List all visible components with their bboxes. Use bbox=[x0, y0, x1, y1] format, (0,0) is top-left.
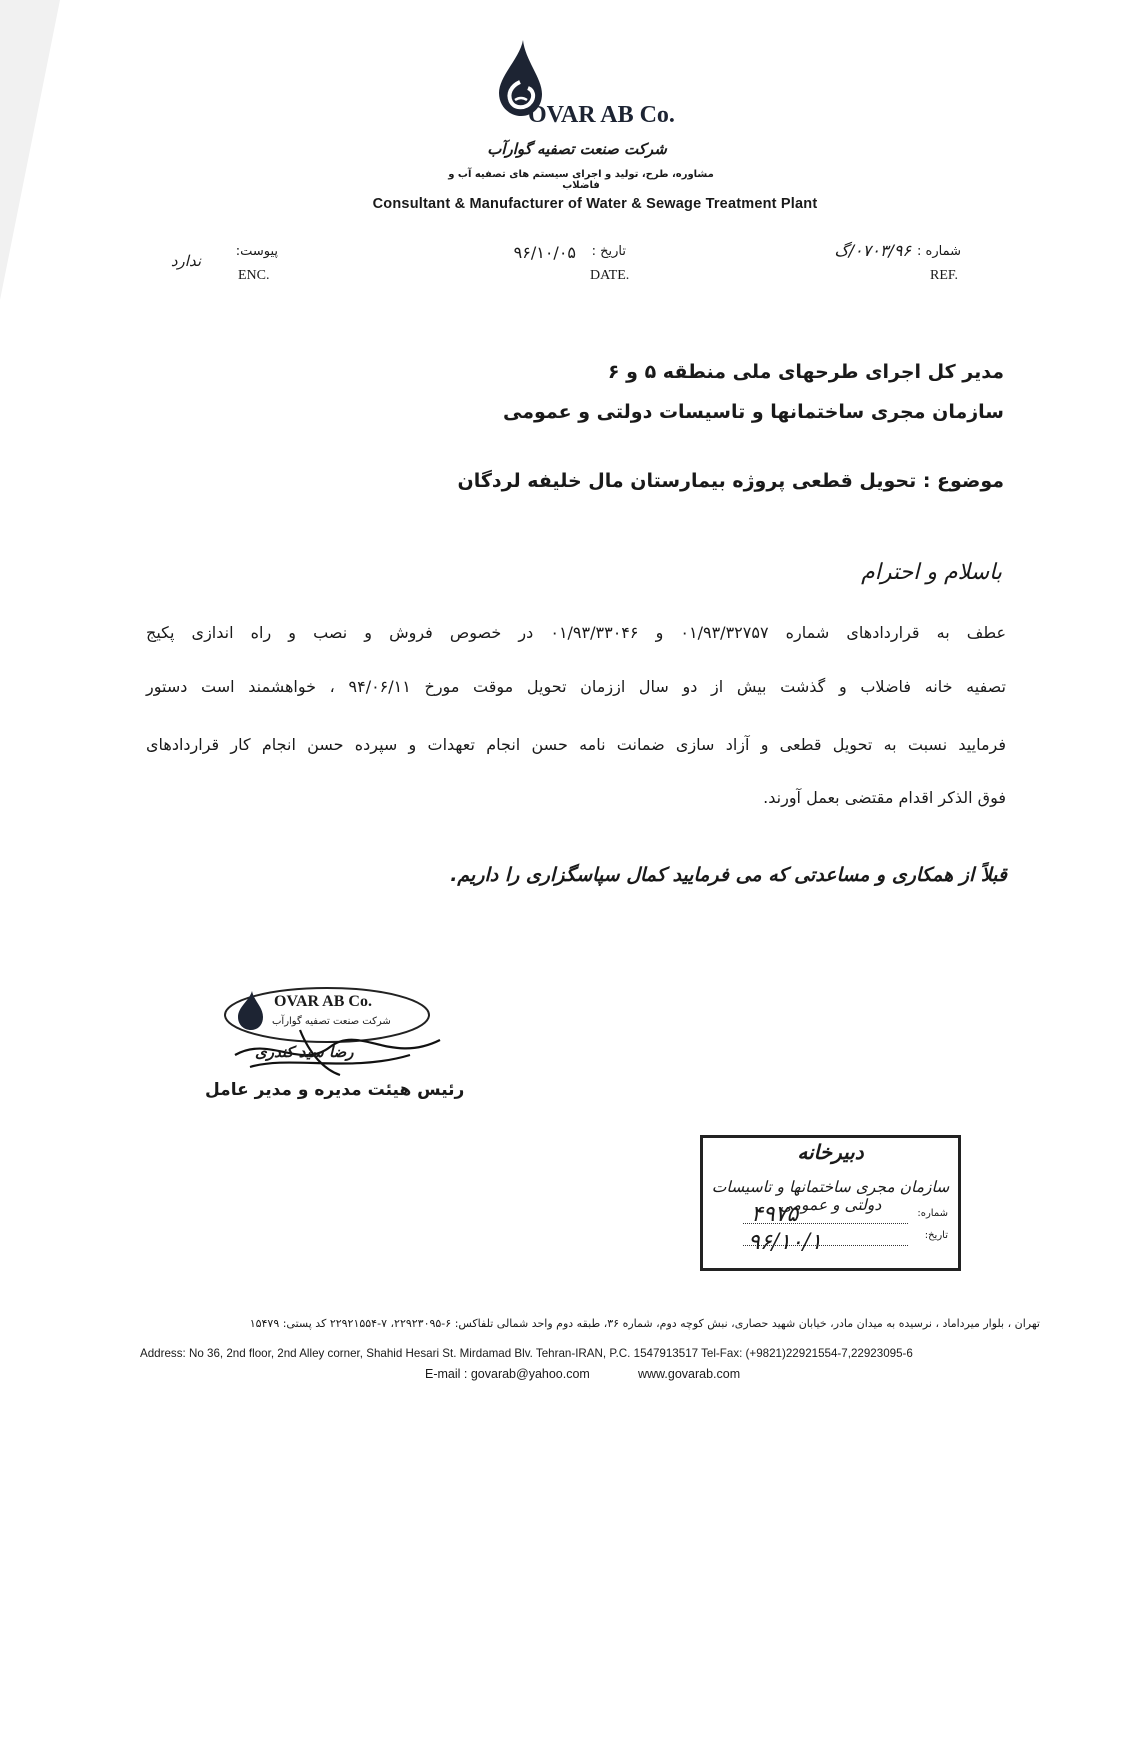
company-name-fa: شرکت صنعت تصفیه گوارآب bbox=[487, 140, 667, 158]
signer-title: رئیس هیئت مدیره و مدیر عامل bbox=[205, 1080, 465, 1100]
date-label-en: DATE. bbox=[590, 268, 630, 283]
tagline-en: Consultant & Manufacturer of Water & Sewage Treatment Plant bbox=[372, 196, 818, 212]
ref-label-fa: شماره : bbox=[917, 244, 961, 259]
enc-label-en: ENC. bbox=[238, 268, 270, 283]
ref-label-en: REF. bbox=[930, 268, 959, 283]
recipient-title: مدیر کل اجرای طرحهای ملی منطقه ۵ و ۶ bbox=[607, 361, 1004, 383]
seal-company-en: OVAR AB Co. bbox=[274, 993, 372, 1010]
signer-name: رضا سید کندری bbox=[255, 1043, 354, 1061]
body-line: عطف به قراردادهای شماره ۰۱/۹۳/۳۲۷۵۷ و ۰۱/۹۳/۳۳۰۴۶ در خصوص فروش و نصب و راه اندازی پکیج bbox=[146, 623, 1007, 642]
recipient-organization: سازمان مجری ساختمانها و تاسیسات دولتی و عمومی bbox=[503, 401, 1004, 423]
registry-number: ۴۹۷۵ bbox=[751, 1202, 799, 1227]
body-line: فوق الذکر اقدام مقتضی بعمل آورند. bbox=[763, 788, 1006, 807]
registry-organization: سازمان مجری ساختمانها و تاسیسات دولتی و عمومی bbox=[711, 1178, 950, 1214]
scan-corner-shadow bbox=[0, 0, 60, 300]
date-label-fa: تاریخ : bbox=[591, 244, 626, 259]
company-name-en: OVAR AB Co. bbox=[528, 102, 675, 128]
registry-number-label: شماره: bbox=[917, 1208, 948, 1219]
registry-date: ۹۶/۱۰/۱ bbox=[748, 1230, 822, 1255]
body-line: تصفیه خانه فاضلاب و گذشت بیش از دو سال اززمان تحویل موقت مورخ ۹۴/۰۶/۱۱ ، خواهشمند است دستور bbox=[146, 677, 1006, 696]
footer-website: www.govarab.com bbox=[638, 1367, 741, 1381]
seal-company-fa: شرکت صنعت تصفیه گوارآب bbox=[272, 1016, 391, 1027]
subject-line: موضوع : تحویل قطعی پروژه بیمارستان مال خلیفه لردگان bbox=[457, 470, 1004, 492]
registry-date-label: تاریخ: bbox=[924, 1230, 948, 1241]
footer-email: E-mail : govarab@yahoo.com bbox=[425, 1367, 590, 1381]
enc-value: ندارد bbox=[170, 252, 201, 270]
salutation: باسلام و احترام bbox=[861, 560, 1002, 585]
footer-address-en: Address: No 36, 2nd floor, 2nd Alley corner, Shahid Hesari St. Mirdamad Blv. Tehran-IRAN, P.C. 1547913517 Tel-Fax: (+9821)22921554-7,22923095-6 bbox=[140, 1347, 913, 1360]
ref-number: ۰۷۰۳/۹۶/گ bbox=[834, 241, 911, 260]
enc-label-fa: پیوست: bbox=[235, 244, 278, 259]
footer-address-fa: تهران ، بلوار میرداماد ، نرسیده به میدان مادر، خیابان شهید حصاری، نبش کوچه دوم، شماره ۳۶، طبقه دوم واحد شمالی تلفاکس: ۶-۲۲۹۲۳۰۹۵، ۷-۲۲۹۲۱۵۵۴ کد پستی: ۱۵۴۷۹ bbox=[249, 1317, 1040, 1330]
recipient bbox=[503, 352, 1004, 432]
registry-stamp bbox=[700, 1135, 961, 1271]
body-line: فرمایید نسبت به تحویل قطعی و آزاد سازی ضمانت نامه حسن انجام تعهدات و سپرده حسن انجام کار قراردادهای bbox=[146, 735, 1006, 754]
date-value: ۹۶/۱۰/۰۵ bbox=[513, 243, 576, 262]
closing-line: قبلاً از همکاری و مساعدتی که می فرمایید کمال سپاسگزاری را داریم. bbox=[450, 864, 1007, 886]
registry-title: دبیرخانه bbox=[797, 1140, 864, 1164]
tagline-fa: مشاوره، طرح، تولید و اجرای سیستم های تصفیه آب و فاضلاب bbox=[448, 169, 714, 191]
